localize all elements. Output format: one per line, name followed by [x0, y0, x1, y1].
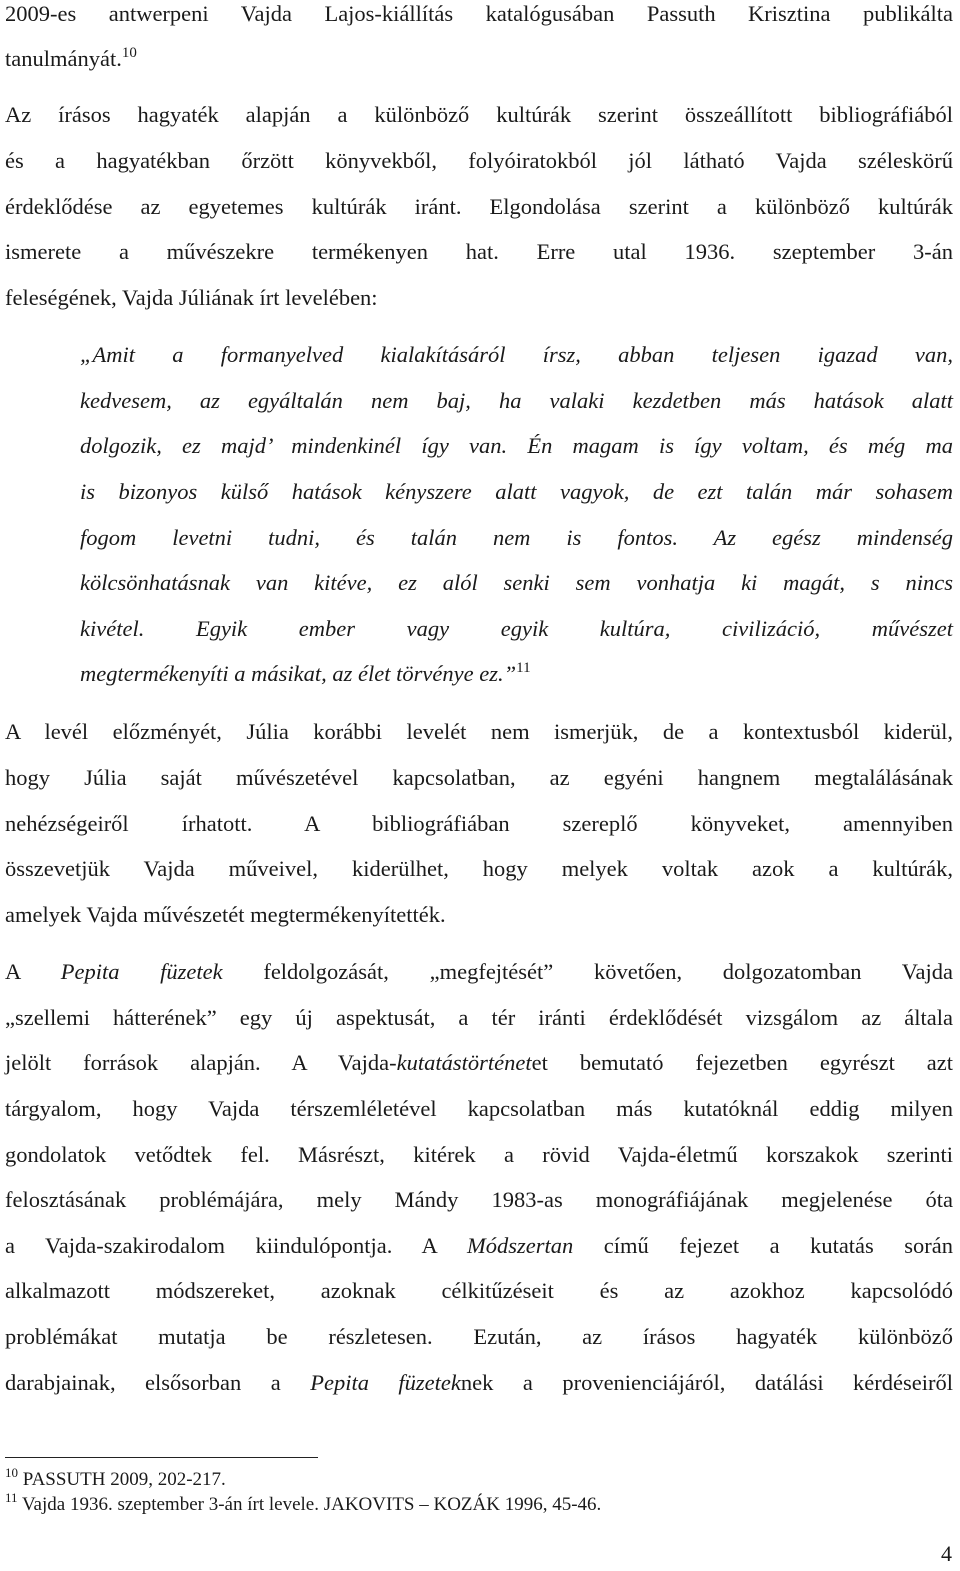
text-line: tárgyalom, hogy Vajda térszemléletével kapcsolatban más kutatóknál eddig milyen: [5, 1096, 953, 1121]
quote-line: is bizonyos külső hatások kényszere alatt vagyok, de ezt talán már sohasem: [80, 479, 953, 504]
text-line: amelyek Vajda művészetét megtermékenyítették.: [5, 902, 446, 927]
text-fragment: et bemutató fejezetben egyrészt azt: [531, 1050, 953, 1075]
title-emphasis: kutatástörténet: [396, 1050, 532, 1075]
footnote-ref[interactable]: 10: [121, 45, 137, 61]
quote-line: kölcsönhatásnak van kitéve, ez alól senki sem vonhatja ki magát, s nincs: [80, 570, 953, 595]
text-fragment: a Vajda-szakirodalom kiindulópontja. A: [5, 1233, 468, 1258]
footnote-number: 10: [5, 1465, 18, 1480]
text-fragment: tanulmányát.: [5, 46, 122, 71]
text-line: és a hagyatékban őrzött könyvekből, folyóiratokból jól látható Vajda széleskörű: [5, 148, 953, 173]
text-line: „szellemi hátterének” egy új aspektusát, a tér iránti érdeklődését vizsgálom az általa: [5, 1005, 953, 1030]
text-line: problémákat mutatja be részletesen. Ezután, az írásos hagyaték különböző: [5, 1324, 953, 1349]
quote-line: kedvesem, az egyáltalán nem baj, ha valaki kezdetben más hatások alatt: [80, 388, 953, 413]
title-emphasis: Módszertan: [467, 1233, 574, 1258]
title-emphasis: Pepita füzetek: [310, 1370, 461, 1395]
text-line: gondolatok vetődtek fel. Másrészt, kitérek a rövid Vajda-életmű korszakok szerinti: [5, 1142, 953, 1167]
text-line: Az írásos hagyaték alapján a különböző kultúrák szerint összeállított bibliográfiából: [5, 102, 953, 127]
text-fragment: A: [5, 959, 61, 984]
text-line: A levél előzményét, Júlia korábbi levelét nem ismerjük, de a kontextusból kiderül,: [5, 719, 953, 744]
footnote-ref[interactable]: 11: [516, 660, 531, 676]
text-line: feleségének, Vajda Júliának írt levelében:: [5, 285, 378, 310]
text-line: hogy Júlia saját művészetével kapcsolatban, az egyéni hangnem megtalálásának: [5, 765, 953, 790]
text-line: [5, 1369, 953, 1397]
text-line: érdeklődése az egyetemes kultúrák iránt. Elgondolása szerint a különböző kultúrák: [5, 194, 953, 219]
quote-line: dolgozik, ez majd’ mindenkinél így van. Én magam is így voltam, és még ma: [80, 433, 953, 458]
text-line: [5, 1049, 953, 1077]
page-number: 4: [941, 1541, 952, 1566]
text-fragment: feldolgozását, „megfejtését” követően, dolgozatomban Vajda: [222, 959, 954, 984]
text-line: [5, 1232, 953, 1260]
quote-line: fogom levetni tudni, és talán nem is fontos. Az egész mindenség: [80, 525, 953, 550]
footnote: [5, 1490, 602, 1516]
text-line: összevetjük Vajda műveivel, kiderülhet, hogy melyek voltak azok a kultúrák,: [5, 856, 953, 881]
text-fragment: jelölt források alapján. A Vajda-: [5, 1050, 397, 1075]
title-emphasis: Pepita füzetek: [60, 959, 223, 984]
footnote-text: Vajda 1936. szeptember 3-án írt levele. JAKOVITS – KOZÁK 1996, 45-46.: [17, 1494, 602, 1515]
quote-line: „Amit a formanyelved kialakításáról írsz, abban teljesen igazad van,: [80, 342, 953, 367]
text-fragment: nek a provenienciájáról, datálási kérdéseiről: [460, 1370, 953, 1395]
text-line: [5, 45, 953, 73]
text-line: ismerete a művészekre termékenyen hat. Erre utal 1936. szeptember 3-án: [5, 239, 953, 264]
text-line: 2009-es antwerpeni Vajda Lajos-kiállítás katalógusában Passuth Krisztina publikálta: [5, 1, 953, 26]
text-line: alkalmazott módszereket, azoknak célkitűzéseit és az azokhoz kapcsolódó: [5, 1278, 953, 1303]
text-line: [5, 958, 953, 986]
footnote: [5, 1465, 226, 1491]
text-line: nehézségeiről írhatott. A bibliográfiában szereplő könyveket, amennyiben: [5, 811, 953, 836]
footnote-number: 11: [5, 1490, 18, 1505]
quote-line: [80, 660, 953, 688]
text-fragment: darabjainak, elsősorban a: [5, 1370, 311, 1395]
text-fragment: című fejezet a kutatás során: [573, 1233, 954, 1258]
footnote-text: PASSUTH 2009, 202-217.: [18, 1469, 226, 1490]
footnote-separator: [5, 1457, 318, 1458]
quote-line: kivétel. Egyik ember vagy egyik kultúra, civilizáció, művészet: [80, 616, 953, 641]
text-line: felosztásának problémájára, mely Mándy 1983-as monográfiájának megjelenése óta: [5, 1187, 953, 1212]
text-fragment: megtermékenyíti a másikat, az élet törvénye ez.”: [80, 661, 517, 686]
